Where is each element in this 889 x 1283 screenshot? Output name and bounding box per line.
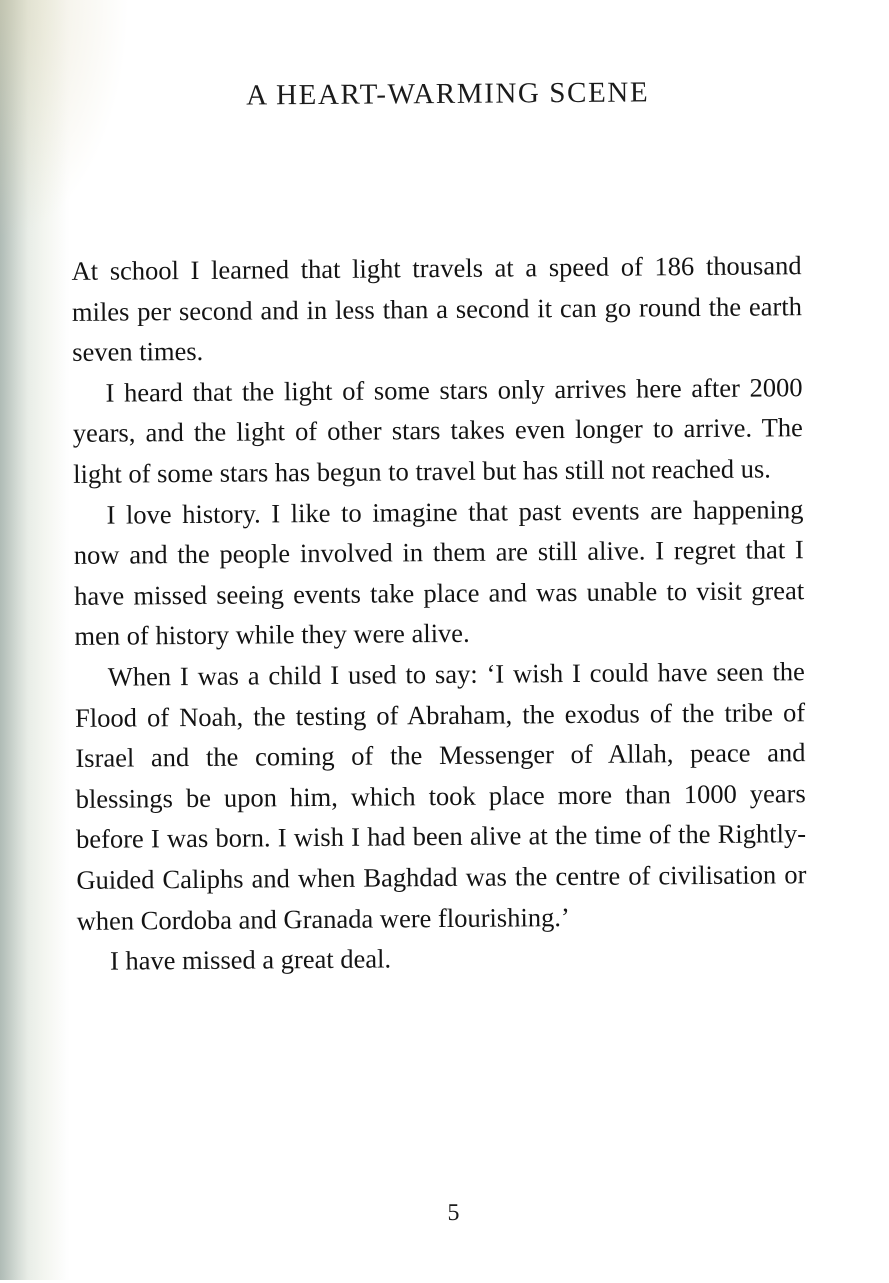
paragraph: When I was a child I used to say: ‘I wish I could have seen the Flood of Noah, the testing of Abraham, the exodus of the tribe of Israel and the coming of the Messenger of Allah, peace and blessings be upon him, which took place more than 1000 years before I was born. I wish I had been alive at the time of the Rightly-Guided Caliphs and when Baghdad was the centre of civilisation or when Cordoba and Granada were flourishing.’ bbox=[74, 656, 807, 936]
page-number: 5 bbox=[447, 1199, 460, 1226]
chapter-title: A HEART-WARMING SCENE bbox=[246, 76, 650, 112]
paragraph: I heard that the light of some stars only arrives here after 2000 years, and the light of other stars takes even longer to arrive. The light of some stars has begun to travel but has still not reached us. bbox=[72, 371, 803, 489]
paragraph: I love history. I like to imagine that past events are happening now and the people involved in them are still alive. I regret that I have missed seeing events take place and was unable to visit great men of history while they were alive. bbox=[73, 493, 805, 652]
paragraph: I have missed a great deal. bbox=[109, 943, 392, 976]
body-text bbox=[71, 245, 807, 981]
paragraph: At school I learned that light travels at a speed of 186 thousand miles per second and in less than a second it can go round the earth seven times. bbox=[71, 250, 803, 368]
